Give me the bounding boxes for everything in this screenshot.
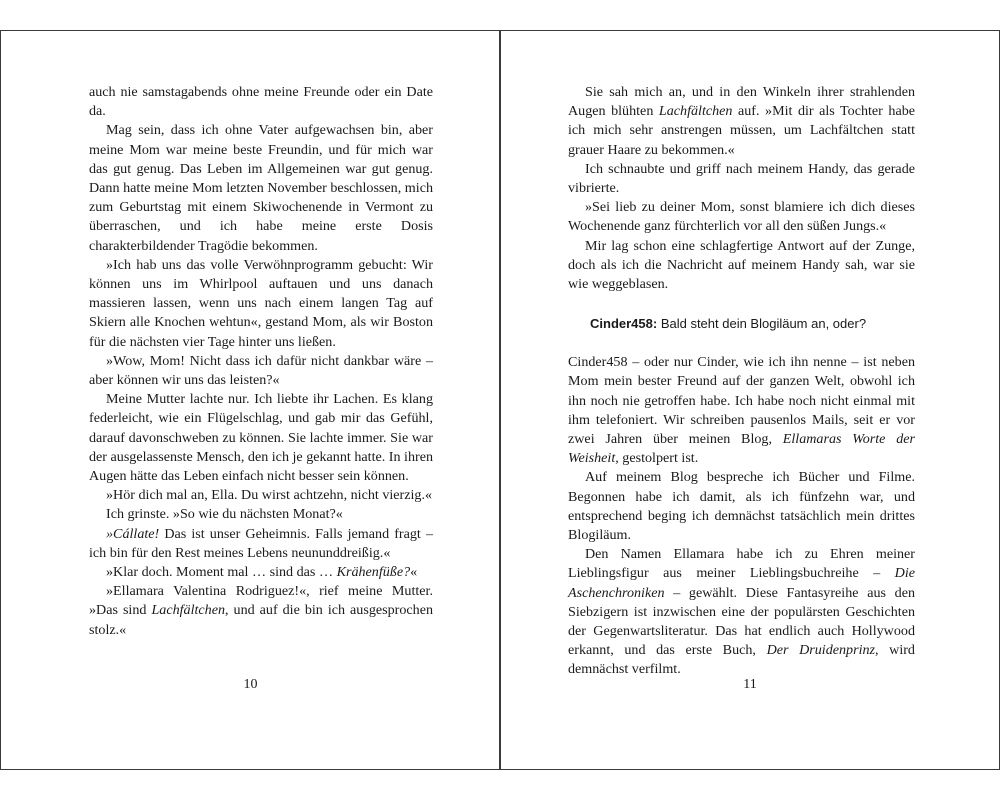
chat-message	[590, 314, 915, 333]
text-run: , gestolpert ist.	[615, 450, 699, 467]
text-run: Sie sah mich an, und in den Winkeln ihrer strahlenden Augen blühten	[568, 84, 915, 120]
paragraph	[89, 582, 433, 640]
italic-phrase: Lachfältchen	[151, 602, 226, 619]
paragraph: »Hör dich mal an, Ella. Du wirst achtzehn, nicht vierzig.«	[106, 487, 433, 504]
italic-phrase: Der Druidenprinz	[766, 642, 876, 659]
text-run: Das ist unser Geheimnis. Falls jemand fragt – ich bin für den Rest meines Lebens neununddreißig.«	[89, 525, 433, 561]
message-text: Bald steht dein Blogiläum an, oder?	[657, 316, 867, 332]
italic-phrase: Krähenfüße?	[336, 564, 411, 581]
page-number: 11	[743, 677, 757, 692]
text-run: Den Namen Ellamara habe ich zu Ehren meiner Lieblingsfigur aus meiner Lieblingsbuchreihe –	[568, 546, 915, 582]
paragraph	[89, 525, 433, 563]
left-page-text	[89, 83, 433, 640]
paragraph: Mag sein, dass ich ohne Vater aufgewachsen bin, aber meine Mom war meine beste Freundin, und für mich war das gut genug. Das Leben im Allgemeinen war gut genug. Dann hatte meine Mom letzten November beschlossen, mich zum Geburtstag mit einem Skiwochenende in Vermont zu überraschen, und ich habe meine erste Dosis charakterbildender Tragödie bekommen.	[89, 122, 433, 254]
message-sender: Cinder458:	[590, 316, 658, 332]
text-run: »Klar doch. Moment mal … sind das …	[106, 564, 337, 581]
page-number: 10	[243, 677, 258, 692]
paragraph	[89, 563, 433, 582]
paragraph	[568, 83, 915, 160]
italic-phrase: Ellamaras Worte der Weisheit	[568, 431, 915, 467]
text-run: auf. »Mit dir als Tochter habe ich mich sehr anstrengen müssen, um Lachfältchen statt grauer Haare zu bekommen.«	[568, 103, 915, 158]
italic-phrase: Lachfältchen	[658, 103, 733, 120]
italic-phrase: »Cállate!	[106, 525, 160, 542]
paragraph: auch nie samstagabends ohne meine Freunde oder ein Date da.	[89, 84, 433, 120]
paragraph: »Sei lieb zu deiner Mom, sonst blamiere ich dich dieses Wochenende ganz fürchterlich vor all den süßen Jungs.«	[568, 199, 915, 235]
italic-phrase: Die Aschenchroniken	[568, 565, 915, 601]
paragraph: »Wow, Mom! Nicht dass ich dafür nicht dankbar wäre – aber können wir uns das leisten?«	[89, 352, 433, 389]
right-page-text	[568, 83, 915, 680]
text-run: , und auf die bin ich ausgesprochen stolz.«	[89, 602, 433, 638]
paragraph: Mir lag schon eine schlagfertige Antwort auf der Zunge, doch als ich die Nachricht auf meinem Handy sah, war sie wie weggeblasen.	[568, 237, 915, 293]
paragraph: Ich grinste. »So wie du nächsten Monat?«	[106, 506, 343, 523]
paragraph	[568, 545, 915, 679]
text-run: – gewählt. Diese Fantasyreihe aus den Siebzigern ist inzwischen eine der populärsten Geschichten der Gegenwartsliteratur. Das hat endlich auch Hollywood erkannt, und das erste Buch,	[568, 584, 915, 659]
book-spread	[0, 30, 1000, 770]
paragraph: Auf meinem Blog bespreche ich Bücher und Filme. Begonnen habe ich damit, als ich fünfzehn war, und entsprechend beging ich demnächst tatsächlich mein drittes Blogiläum.	[568, 469, 915, 544]
left-page	[0, 30, 500, 770]
right-page	[500, 30, 1000, 770]
book-spine	[499, 30, 501, 770]
text-run: «	[410, 564, 418, 581]
text-run: , wird demnächst verfilmt.	[568, 642, 915, 678]
paragraph: »Ich hab uns das volle Verwöhnprogramm gebucht: Wir können uns im Whirlpool auftauen und uns danach massieren lassen, wenn uns nach einem langen Tag auf Skiern alle Knochen wehtun«, gestand Mom, als wir Boston für die nächsten vier Tage hinter uns ließen.	[89, 256, 433, 350]
text-run: Cinder458 – oder nur Cinder, wie ich ihn nenne – ist neben Mom mein bester Freund auf der ganzen Welt, obwohl ich ihn noch nie getroffen habe. Ich habe noch nicht einmal mit ihm telefoniert. Wir schreiben pausenlos Mails, seit er vor zwei Jahren über meinen Blog,	[568, 354, 915, 448]
paragraph: Meine Mutter lachte nur. Ich liebte ihr Lachen. Es klang federleicht, wie ein Flügelschlag, und gab mir das Gefühl, darauf davonschweben zu können. Sie lachte immer. Sie war der ausgelassenste Mensch, den ich je gekannt hatte. In ihren Augen hätte das Leben einfach nicht besser sein können.	[89, 391, 434, 485]
text-run: »Ellamara Valentina Rodriguez!«, rief meine Mutter. »Das sind	[89, 583, 433, 619]
paragraph	[568, 353, 915, 468]
paragraph: Ich schnaubte und griff nach meinem Handy, das gerade vibrierte.	[568, 160, 915, 197]
